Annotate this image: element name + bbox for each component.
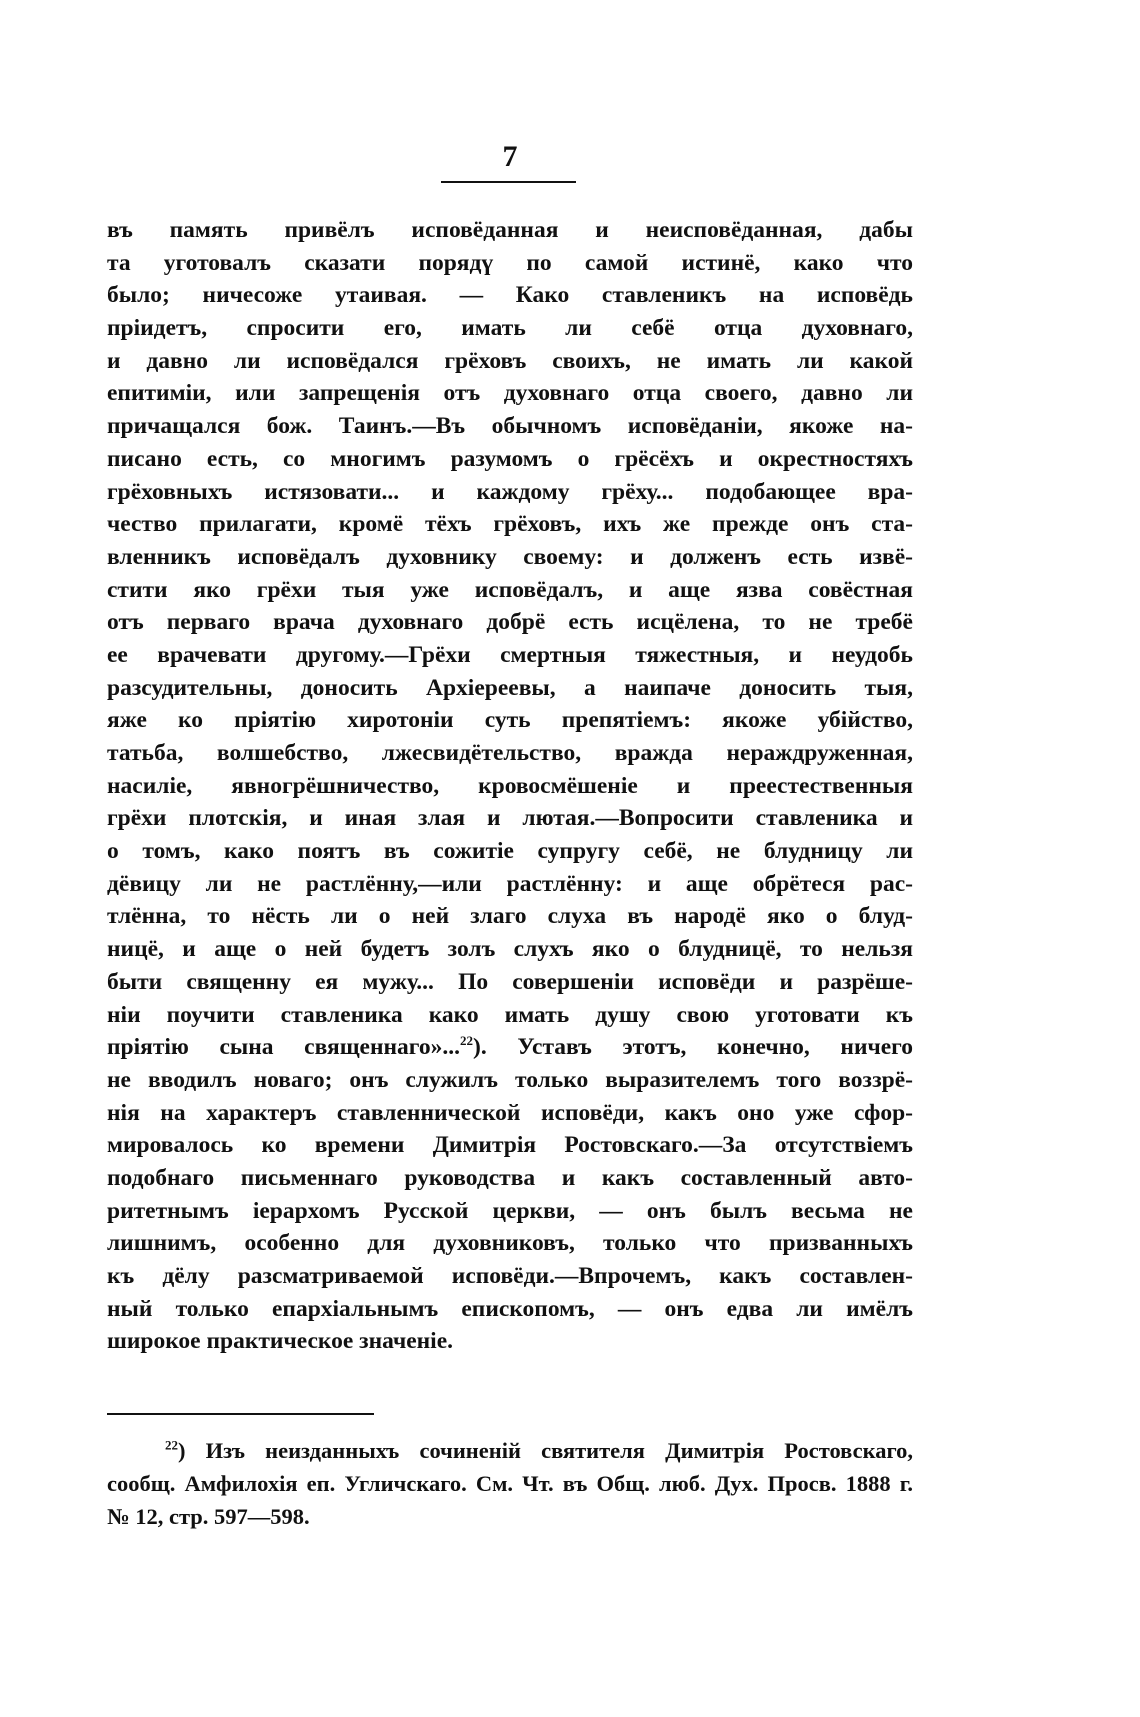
footnote-text: ) Изъ неизданныхъ сочиненій святителя Димитрія Ростовскаго, bbox=[178, 1438, 913, 1463]
text-line: широкое практическое значеніе. bbox=[107, 1328, 454, 1355]
text-line-head: пріятію сына священнаго»... bbox=[107, 1034, 461, 1061]
footnote-marker: 22 bbox=[165, 1437, 178, 1453]
footnote-separator bbox=[107, 1413, 374, 1415]
footnote-line: № 12, стр. 597—598. bbox=[107, 1504, 310, 1529]
text-line: епитиміи, или запрещенія отъ духовнаго отца своего, давно ли bbox=[107, 380, 913, 407]
text-line: подобнаго письменнаго руководства и какъ составленный авто- bbox=[107, 1164, 913, 1191]
text-line: ницё, и аще о ней будетъ золъ слухъ яко о блудницё, то нельзя bbox=[107, 936, 913, 963]
text-line: вленникъ исповёдалъ духовнику своему: и долженъ есть извё- bbox=[107, 543, 913, 570]
text-line: пріидетъ, спросити его, имать ли себё отца духовнаго, bbox=[107, 315, 913, 342]
text-line: дёвицу ли не растлённу,—или растлённу: и аще обрётеся рас- bbox=[107, 870, 913, 897]
text-line-tail: ). Уставъ этотъ, конечно, ничего bbox=[473, 1034, 914, 1061]
text-line-with-footnote-ref bbox=[107, 1031, 913, 1064]
text-line: лишнимъ, особенно для духовниковъ, только что призванныхъ bbox=[107, 1230, 913, 1257]
text-line: чество прилагати, кромё тёхъ грёховъ, ихъ же прежде онъ ста- bbox=[107, 511, 913, 538]
text-line: было; ничесоже утаивая. — Како ставленикъ на исповёдь bbox=[107, 282, 913, 309]
footnote-line: сообщ. Амфилохія еп. Угличскаго. См. Чт. въ Общ. люб. Дух. Просв. 1888 г. bbox=[107, 1471, 913, 1496]
text-line: не вводилъ новаго; онъ служилъ только выразителемъ того воззрё- bbox=[107, 1066, 913, 1093]
text-line: тлённа, то нёсть ли о ней злаго слуха въ народё яко о блуд- bbox=[107, 903, 913, 930]
text-line: отъ перваго врача духовнаго добрё есть исцёлена, то не требё bbox=[107, 609, 913, 636]
text-line: причащался бож. Таинъ.—Въ обычномъ исповёданіи, якоже на- bbox=[107, 413, 913, 440]
footnote bbox=[107, 1434, 913, 1533]
text-line: ніи поучити ставленика како имать душу свою уготовати къ bbox=[107, 1001, 913, 1028]
text-line: и давно ли исповёдался грёховъ своихъ, не имать ли какой bbox=[107, 347, 913, 374]
text-line: яже ко пріятію хиротоніи суть препятіемъ: якоже убійство, bbox=[107, 707, 913, 734]
text-line: мировалось ко времени Димитрія Ростовскаго.—За отсутствіемъ bbox=[107, 1132, 913, 1159]
text-line: грёховныхъ истязовати... и каждому грёху... подобающее вра- bbox=[107, 478, 913, 505]
text-line: ритетнымъ іерархомъ Русской церкви, — онъ былъ весьма не bbox=[107, 1197, 913, 1224]
text-line: нія на характеръ ставленнической исповёди, какъ оно уже сфор- bbox=[107, 1099, 913, 1126]
text-line: о томъ, како поятъ въ сожитіе супругу себё, не блудницу ли bbox=[107, 838, 913, 865]
text-line: быти священну ея мужу... По совершеніи исповёди и разрёше- bbox=[107, 968, 913, 995]
text-line: къ дёлу разсматриваемой исповёди.—Впрочемъ, какъ составлен- bbox=[107, 1263, 913, 1289]
footnote-reference[interactable]: 22 bbox=[460, 1033, 474, 1049]
text-line: татьба, волшебство, лжесвидётельство, вражда нераждруженная, bbox=[107, 740, 913, 766]
page-number: 7 bbox=[502, 140, 518, 173]
text-line: въ память привёлъ исповёданная и неисповёданная, дабы bbox=[107, 217, 913, 243]
page-number-rule bbox=[441, 181, 576, 183]
text-line: стити яко грёхи тыя уже исповёдалъ, и аще язва совёстная bbox=[107, 576, 913, 603]
text-line: ее врачевати другому.—Грёхи смертныя тяжестныя, и неудобь bbox=[107, 641, 913, 668]
text-line: писано есть, со многимъ разумомъ о грёсёхъ и окрестностяхъ bbox=[107, 445, 913, 472]
text-line: разсудительны, доносить Архіереевы, а наипаче доносить тыя, bbox=[107, 674, 913, 701]
text-line: ный только епархіальнымъ епископомъ, — онъ едва ли имёлъ bbox=[107, 1295, 913, 1322]
footnote-line bbox=[107, 1434, 913, 1467]
text-line: насиліе, явногрёшничество, кровосмёшеніе и преестественныя bbox=[107, 772, 913, 799]
body-text bbox=[107, 214, 913, 1358]
text-line: грёхи плотскія, и иная злая и лютая.—Вопросити ставленика и bbox=[107, 805, 913, 832]
text-line: та уготовалъ сказати порядү по самой истинё, како что bbox=[107, 249, 913, 276]
